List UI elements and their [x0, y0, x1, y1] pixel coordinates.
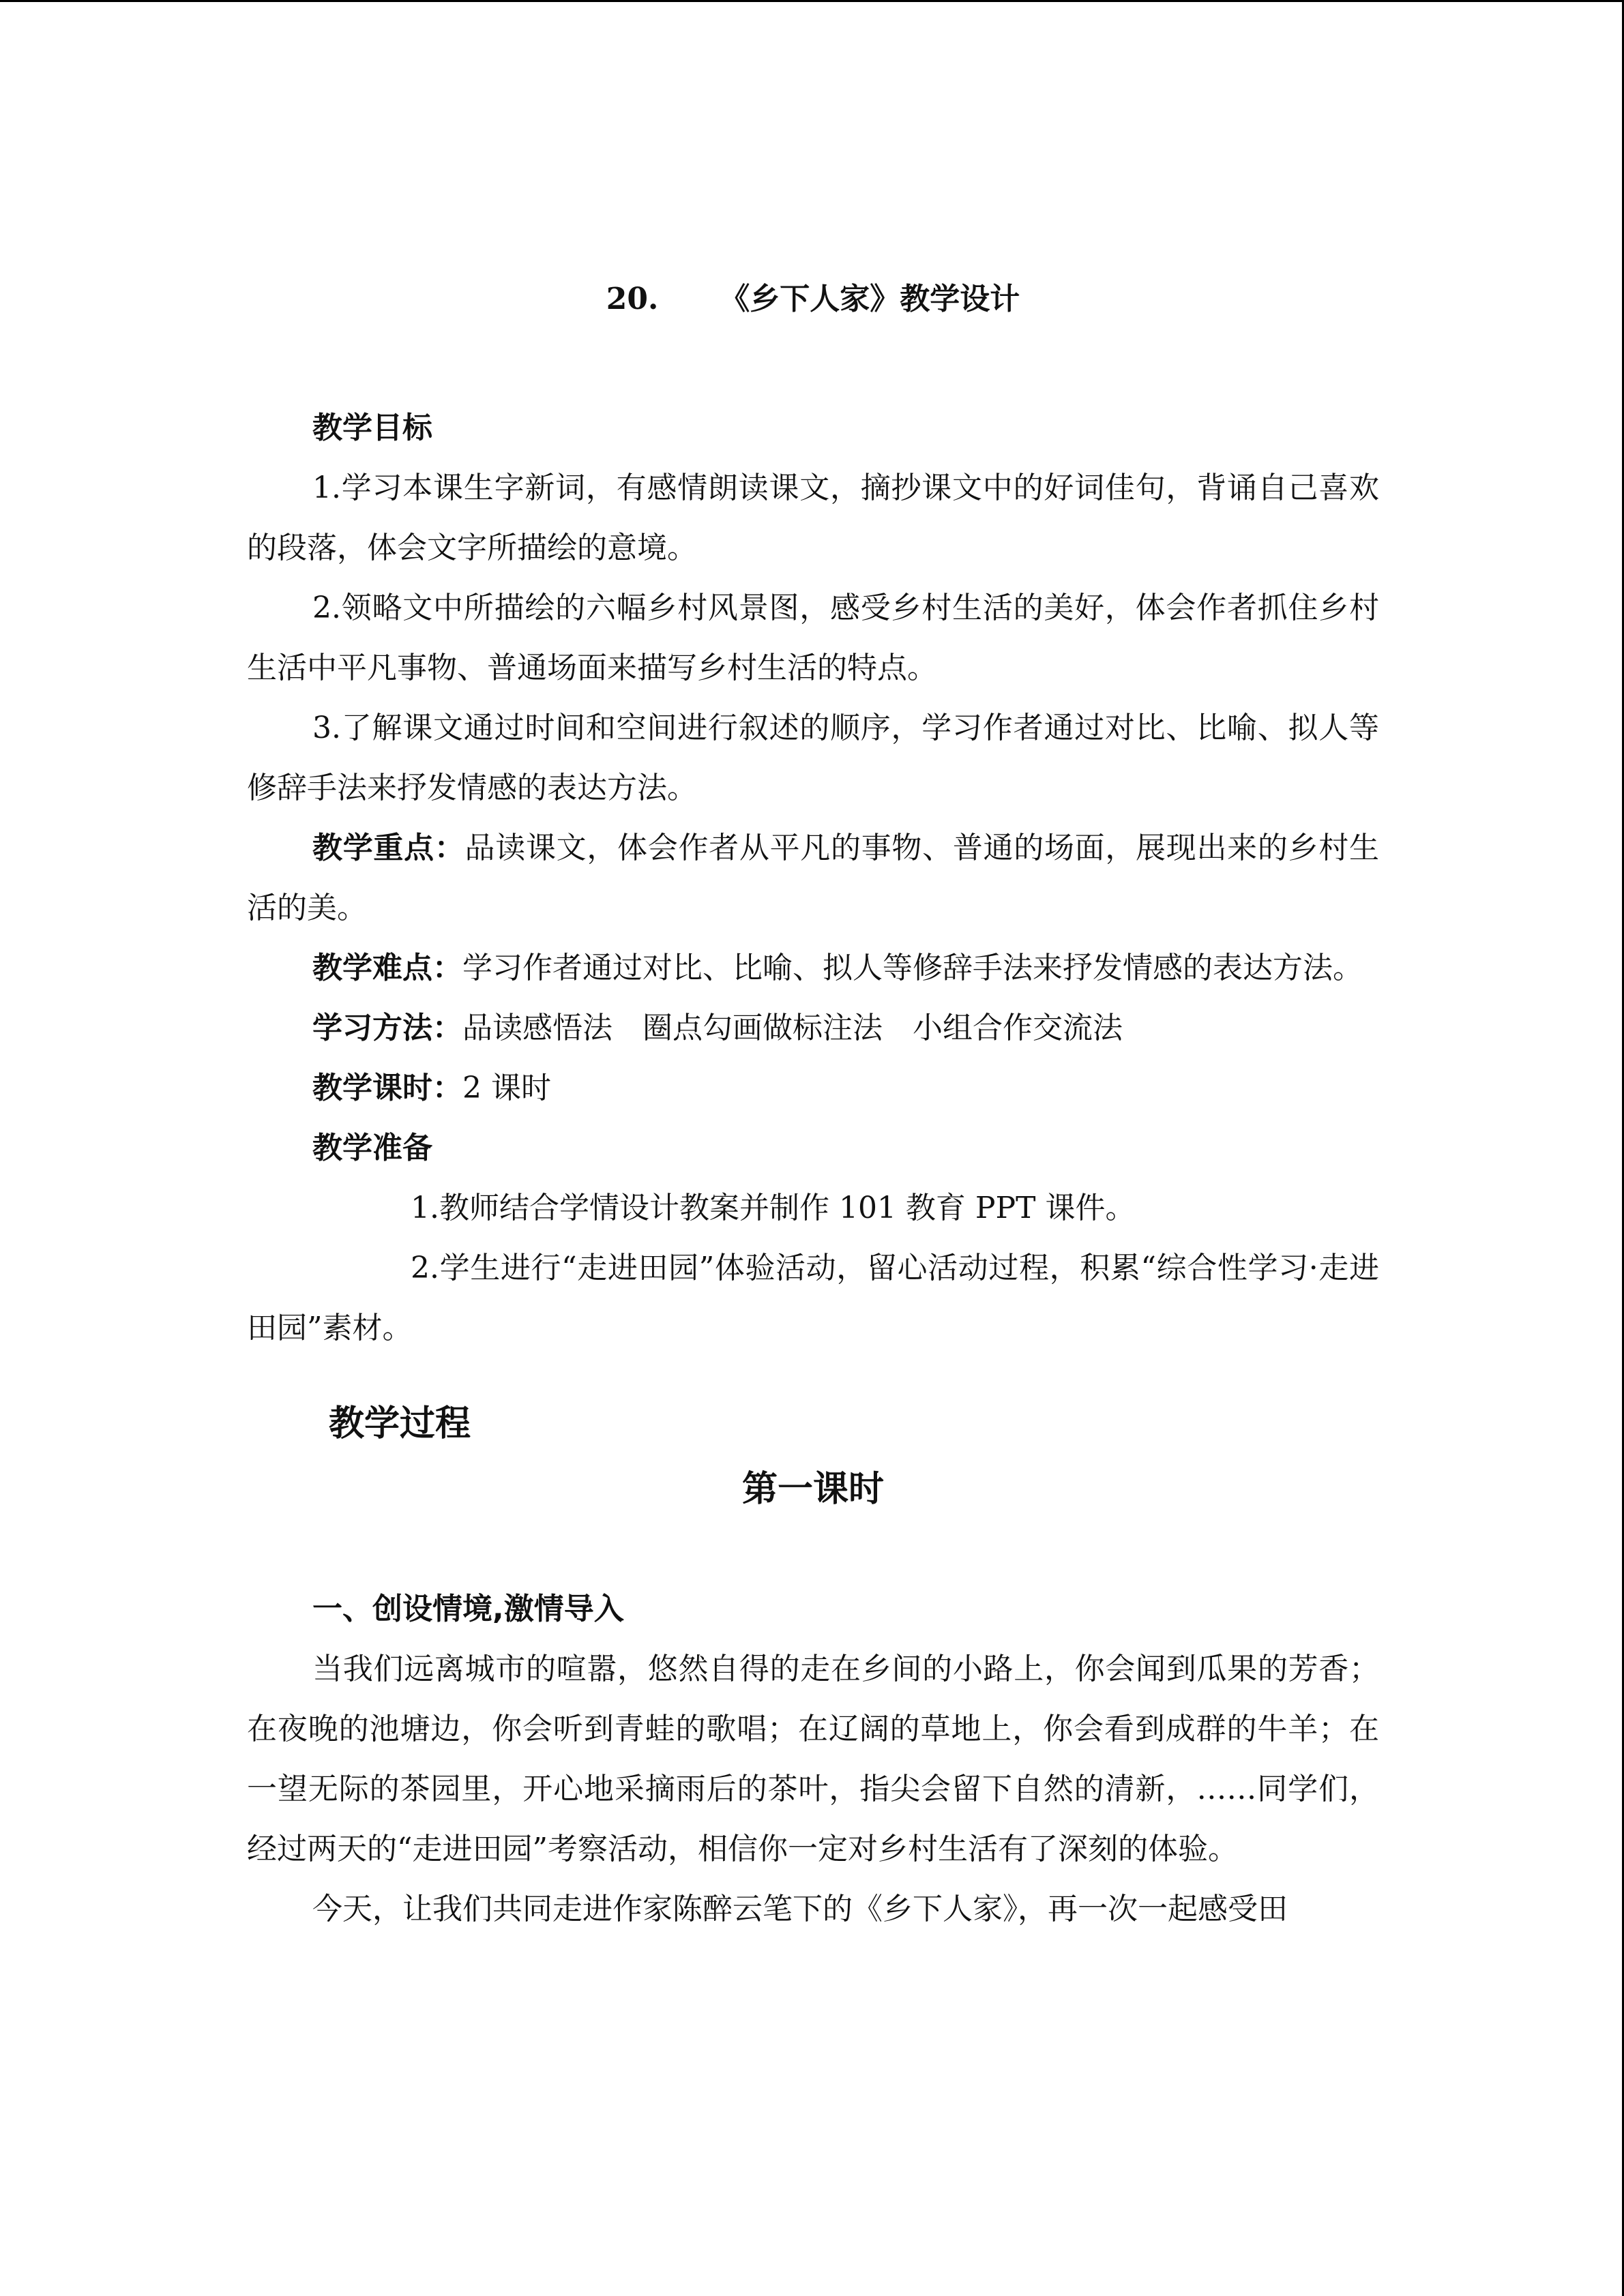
process-heading: 教学过程	[329, 1403, 471, 1444]
difficult-point-label: 教学难点：	[312, 951, 462, 985]
lesson-heading: 第一课时	[741, 1469, 884, 1510]
document-title	[247, 275, 1379, 323]
objective-item-2: 2.领略文中所描绘的六幅乡村风景图，感受乡村生活的美好，体会作者抓住乡村生活中平凡事物、普通场面来描写乡村生活的特点。	[247, 591, 1379, 685]
learning-methods	[247, 998, 1379, 1058]
objective-item-3: 3.了解课文通过时间和空间进行叙述的顺序，学习作者通过对比、比喻、拟人等修辞手法来抒发情感的表达方法。	[247, 711, 1379, 805]
step1-paragraph-1: 当我们远离城市的喧嚣，悠然自得的走在乡间的小路上，你会闻到瓜果的芳香；在夜晚的池塘边，你会听到青蛙的歌唱；在辽阔的草地上，你会看到成群的牛羊；在一望无际的茶园里，开心地采摘雨后的茶叶，指尖会留下自然的清新，……同学们，经过两天的“走进田园”考察活动，相信你一定对乡村生活有了深刻的体验。	[247, 1652, 1379, 1866]
learning-methods-text: 品读感悟法 圈点勾画做标注法 小组合作交流法	[462, 1011, 1123, 1045]
preparation-heading: 教学准备	[312, 1131, 432, 1165]
key-point	[247, 818, 1379, 938]
learning-methods-label: 学习方法：	[312, 1011, 462, 1045]
step1-heading: 一、创设情境,激情导入	[312, 1592, 624, 1626]
title-text: 《乡下人家》教学设计	[720, 282, 1020, 316]
teaching-hours-label: 教学课时：	[312, 1071, 462, 1105]
objectives-heading: 教学目标	[312, 411, 432, 445]
preparation-item-2: 2.学生进行“走进田园”体验活动，留心活动过程，积累“综合性学习·走进田园”素材。	[247, 1251, 1379, 1345]
difficult-point	[247, 938, 1379, 998]
objective-item-1: 1.学习本课生字新词，有感情朗读课文，摘抄课文中的好词佳句，背诵自己喜欢的段落，体会文字所描绘的意境。	[247, 471, 1379, 565]
page-border-top	[0, 0, 1624, 2]
key-point-label: 教学重点：	[312, 831, 465, 865]
key-point-text: 品读课文，体会作者从平凡的事物、普通的场面，展现出来的乡村生活的美。	[247, 831, 1379, 925]
difficult-point-text: 学习作者通过对比、比喻、拟人等修辞手法来抒发情感的表达方法。	[462, 951, 1363, 985]
document-body	[247, 275, 1379, 1939]
teaching-hours-text: 2 课时	[462, 1071, 551, 1105]
step1-paragraph-2: 今天，让我们共同走进作家陈醉云笔下的《乡下人家》，再一次一起感受田	[312, 1892, 1288, 1926]
title-number: 20.	[606, 282, 659, 316]
preparation-item-1: 1.教师结合学情设计教案并制作 101 教育 PPT 课件。	[411, 1191, 1136, 1225]
teaching-hours	[247, 1058, 1379, 1118]
